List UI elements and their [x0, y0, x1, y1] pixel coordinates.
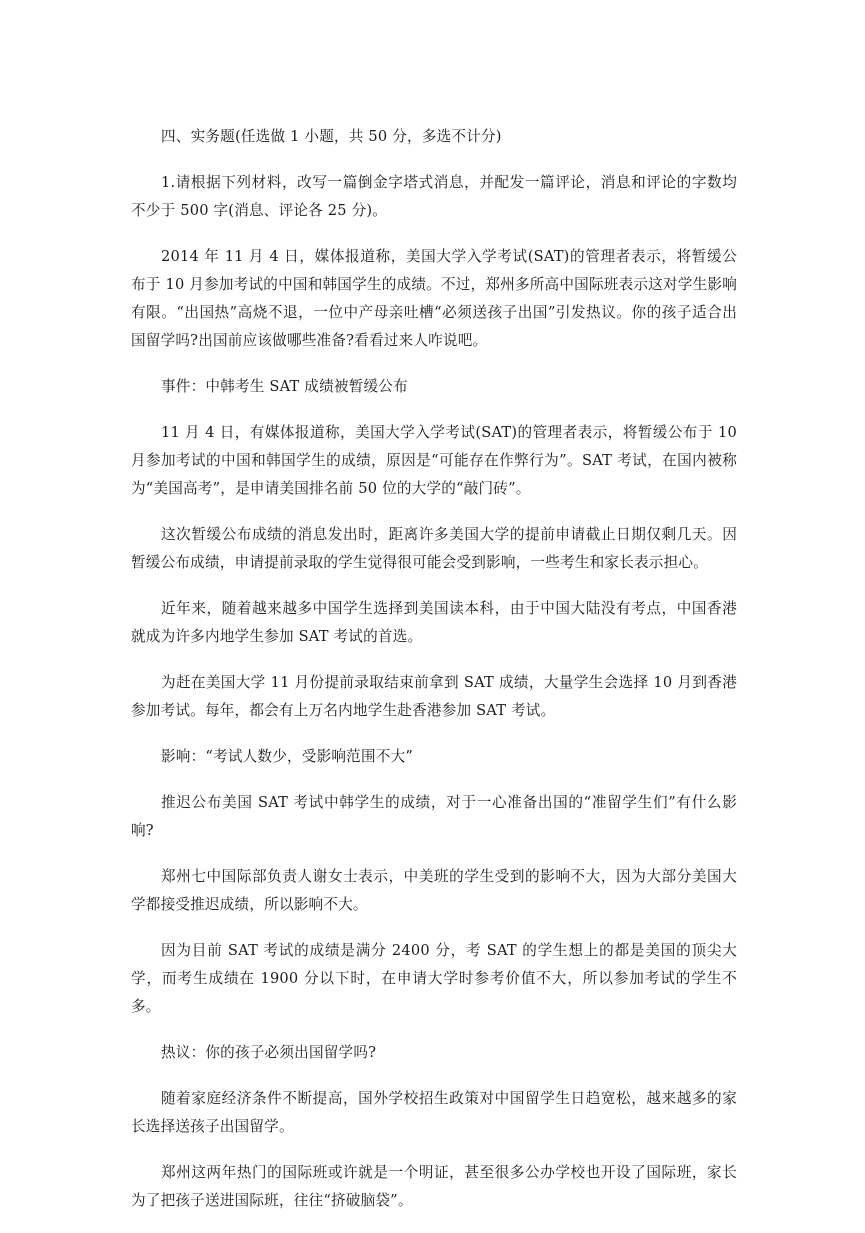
subheading-discussion: 热议：你的孩子必须出国留学吗? [161, 1044, 377, 1061]
paragraph: 为赶在美国大学 11 月份提前录取结束前拿到 SAT 成绩，大量学生会选择 10 月到香港参加考试。每年，都会有上万名内地学生赴香港参加 SAT 考试。 [131, 674, 737, 719]
paragraph: 11 月 4 日，有媒体报道称，美国大学入学考试(SAT)的管理者表示，将暂缓公布于 10 月参加考试的中国和韩国学生的成绩，原因是“可能存在作弊行为”。SAT 考试，在国内被称为“美国高考”，是申请美国排名前 50 位的大学的“敲门砖”。 [131, 424, 737, 497]
paragraph: 推迟公布美国 SAT 考试中韩学生的成绩，对于一心准备出国的“准留学生们”有什么影响? [131, 794, 737, 839]
paragraph: 随着家庭经济条件不断提高，国外学校招生政策对中国留学生日趋宽松，越来越多的家长选择送孩子出国留学。 [131, 1090, 737, 1135]
subheading-event: 事件：中韩考生 SAT 成绩被暂缓公布 [161, 378, 408, 395]
document-body [131, 123, 737, 1233]
subheading-impact: 影响：“考试人数少，受影响范围不大” [161, 748, 414, 765]
paragraph: 郑州这两年热门的国际班或许就是一个明证，甚至很多公办学校也开设了国际班，家长为了把孩子送进国际班，往往“挤破脑袋”。 [131, 1164, 737, 1209]
paragraph: 这次暂缓公布成绩的消息发出时，距离许多美国大学的提前申请截止日期仅剩几天。因暂缓公布成绩，申请提前录取的学生觉得很可能会受到影响，一些考生和家长表示担心。 [131, 526, 737, 571]
paragraph: 因为目前 SAT 考试的成绩是满分 2400 分，考 SAT 的学生想上的都是美国的顶尖大学，而考生成绩在 1900 分以下时，在申请大学时参考价值不大，所以参加考试的学生不多。 [131, 942, 737, 1015]
paragraph: 郑州七中国际部负责人谢女士表示，中美班的学生受到的影响不大，因为大部分美国大学都接受推迟成绩，所以影响不大。 [131, 868, 737, 913]
question-instruction: 1.请根据下列材料，改写一篇倒金字塔式消息，并配发一篇评论，消息和评论的字数均不少于 500 字(消息、评论各 25 分)。 [131, 174, 737, 219]
paragraph: 近年来，随着越来越多中国学生选择到美国读本科，由于中国大陆没有考点，中国香港就成为许多内地学生参加 SAT 考试的首选。 [131, 600, 737, 645]
section-heading: 四、实务题(任选做 1 小题，共 50 分，多选不计分) [161, 128, 502, 145]
paragraph: 2014 年 11 月 4 日，媒体报道称，美国大学入学考试(SAT)的管理者表示，将暂缓公布于 10 月参加考试的中国和韩国学生的成绩。不过，郑州多所高中国际班表示这对学生影响有限。“出国热”高烧不退，一位中产母亲吐槽“必须送孩子出国”引发热议。你的孩子适合出国留学吗?出国前应该做哪些准备?看看过来人咋说吧。 [131, 248, 737, 349]
